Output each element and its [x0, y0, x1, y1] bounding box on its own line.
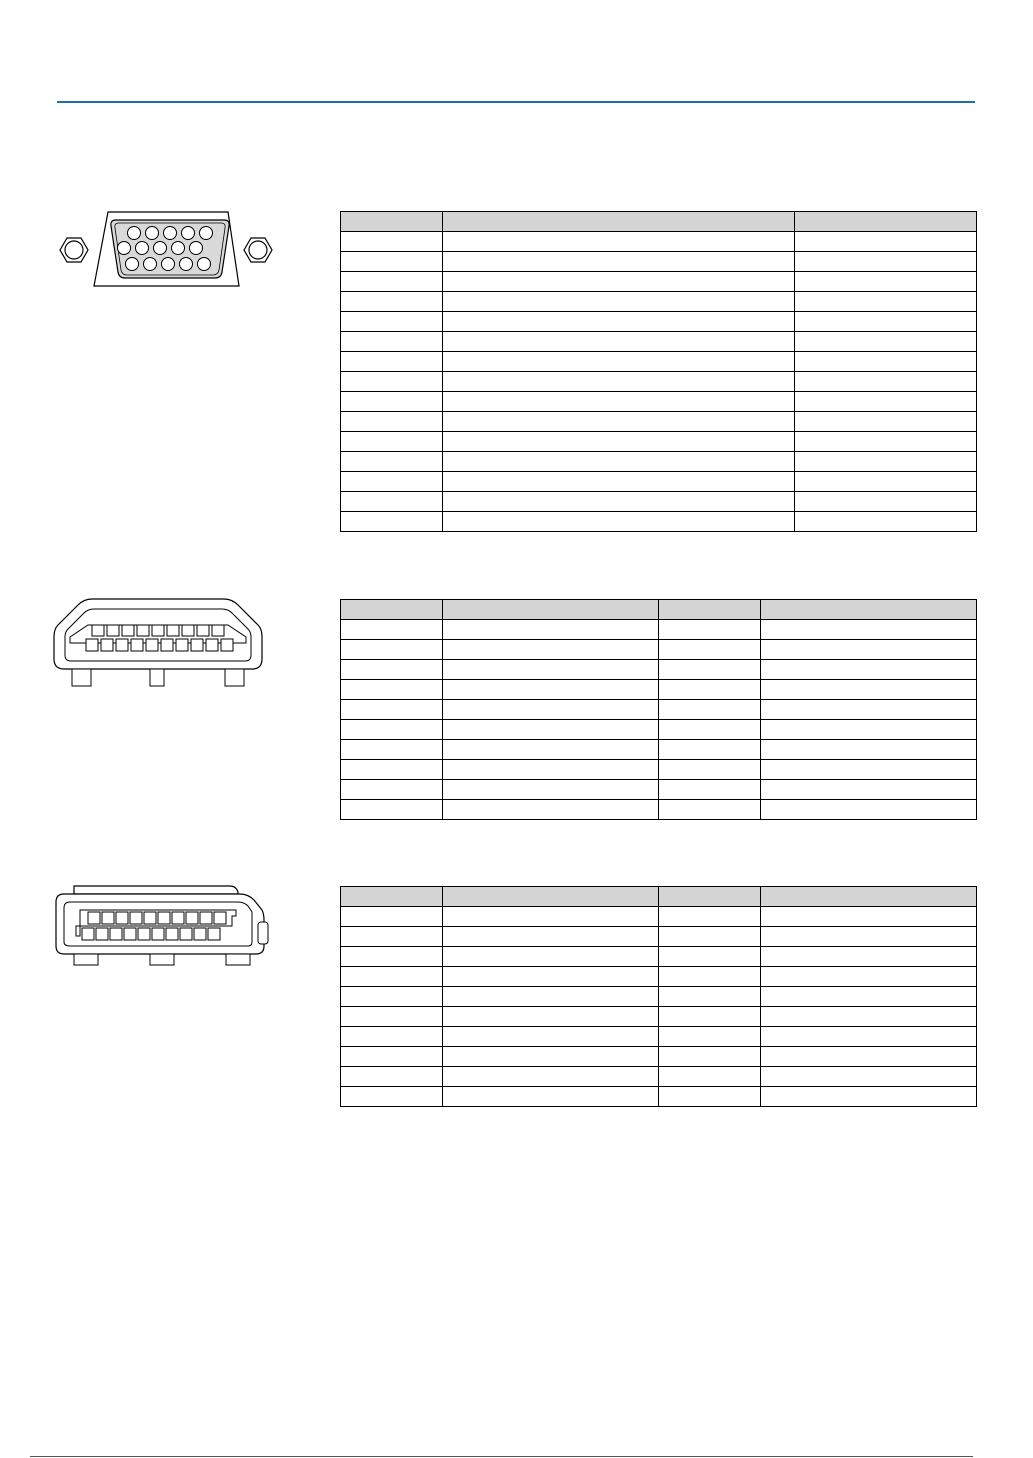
- table-row: [341, 660, 977, 680]
- table-header-row: [341, 887, 977, 907]
- table-header-cell: [659, 887, 761, 907]
- table-row: [341, 680, 977, 700]
- table-cell: [443, 927, 659, 947]
- table-row: [341, 452, 977, 472]
- table-row: [341, 987, 977, 1007]
- table-cell: [795, 452, 977, 472]
- table-row: [341, 720, 977, 740]
- table-cell: [341, 432, 443, 452]
- table-cell: [659, 740, 761, 760]
- table-cell: [443, 432, 795, 452]
- table-row: [341, 412, 977, 432]
- table-cell: [443, 412, 795, 432]
- table-cell: [443, 1007, 659, 1027]
- table-cell: [443, 987, 659, 1007]
- table-cell: [341, 372, 443, 392]
- table-cell: [341, 640, 443, 660]
- table-cell: [341, 800, 443, 820]
- table-cell: [341, 252, 443, 272]
- table-cell: [341, 392, 443, 412]
- table-cell: [761, 987, 977, 1007]
- table-cell: [341, 927, 443, 947]
- table-header-row: [341, 600, 977, 620]
- table-cell: [443, 800, 659, 820]
- table-cell: [443, 620, 659, 640]
- displayport-connector-icon: [52, 884, 270, 968]
- table-cell: [443, 452, 795, 472]
- table-cell: [443, 760, 659, 780]
- table-cell: [443, 312, 795, 332]
- table-cell: [341, 907, 443, 927]
- table-cell: [443, 740, 659, 760]
- table-row: [341, 740, 977, 760]
- table-row: [341, 760, 977, 780]
- vga-pin-assignment-table: [340, 211, 977, 532]
- table-cell: [341, 492, 443, 512]
- table-cell: [761, 680, 977, 700]
- table-cell: [341, 1087, 443, 1107]
- hdmi-pin-assignment-table: [340, 599, 977, 820]
- table-row: [341, 907, 977, 927]
- table-row: [341, 1027, 977, 1047]
- table-cell: [443, 332, 795, 352]
- table-row: [341, 700, 977, 720]
- table-row: [341, 252, 977, 272]
- table-row: [341, 372, 977, 392]
- table-header-cell: [443, 212, 795, 232]
- table-cell: [795, 512, 977, 532]
- table-cell: [341, 1007, 443, 1027]
- table-row: [341, 432, 977, 452]
- table-row: [341, 312, 977, 332]
- table-cell: [341, 700, 443, 720]
- table-header-cell: [443, 887, 659, 907]
- table-cell: [761, 620, 977, 640]
- table-cell: [761, 1067, 977, 1087]
- table-cell: [795, 472, 977, 492]
- table-cell: [341, 232, 443, 252]
- table-cell: [341, 740, 443, 760]
- table-header-cell: [443, 600, 659, 620]
- hdmi-connector-icon: [52, 597, 264, 689]
- table-cell: [341, 987, 443, 1007]
- table-cell: [761, 1047, 977, 1067]
- table-cell: [761, 720, 977, 740]
- table-cell: [659, 967, 761, 987]
- table-cell: [341, 452, 443, 472]
- table-cell: [341, 967, 443, 987]
- table-row: [341, 967, 977, 987]
- table-cell: [795, 252, 977, 272]
- table-cell: [659, 907, 761, 927]
- table-cell: [341, 272, 443, 292]
- table-cell: [659, 780, 761, 800]
- table-cell: [341, 680, 443, 700]
- table-cell: [341, 1027, 443, 1047]
- table-cell: [443, 680, 659, 700]
- table-cell: [795, 412, 977, 432]
- table-cell: [795, 332, 977, 352]
- table-cell: [795, 272, 977, 292]
- table-cell: [341, 760, 443, 780]
- table-cell: [443, 780, 659, 800]
- table-cell: [443, 492, 795, 512]
- table-row: [341, 232, 977, 252]
- table-header-cell: [659, 600, 761, 620]
- table-row: [341, 780, 977, 800]
- table-cell: [659, 760, 761, 780]
- table-cell: [341, 412, 443, 432]
- table-cell: [761, 700, 977, 720]
- table-cell: [659, 1087, 761, 1107]
- table-cell: [443, 1047, 659, 1067]
- table-cell: [659, 660, 761, 680]
- table-cell: [443, 232, 795, 252]
- table-cell: [443, 1087, 659, 1107]
- table-cell: [659, 700, 761, 720]
- table-cell: [443, 272, 795, 292]
- table-cell: [443, 1067, 659, 1087]
- top-divider-rule: [57, 101, 975, 103]
- table-cell: [443, 907, 659, 927]
- table-row: [341, 512, 977, 532]
- table-cell: [443, 252, 795, 272]
- table-header-cell: [761, 600, 977, 620]
- table-cell: [341, 332, 443, 352]
- table-cell: [443, 1027, 659, 1047]
- table-cell: [795, 372, 977, 392]
- table-cell: [761, 967, 977, 987]
- table-cell: [659, 947, 761, 967]
- table-row: [341, 272, 977, 292]
- table-cell: [659, 1067, 761, 1087]
- table-cell: [341, 512, 443, 532]
- table-cell: [443, 292, 795, 312]
- table-cell: [443, 472, 795, 492]
- table-cell: [761, 947, 977, 967]
- table-cell: [659, 680, 761, 700]
- table-cell: [795, 292, 977, 312]
- table-cell: [659, 1007, 761, 1027]
- table-cell: [761, 780, 977, 800]
- table-cell: [341, 472, 443, 492]
- table-cell: [341, 780, 443, 800]
- table-row: [341, 620, 977, 640]
- table-row: [341, 492, 977, 512]
- table-cell: [761, 1027, 977, 1047]
- table-cell: [443, 392, 795, 412]
- table-cell: [659, 987, 761, 1007]
- table-cell: [443, 720, 659, 740]
- table-header-row: [341, 212, 977, 232]
- table-cell: [341, 352, 443, 372]
- table-row: [341, 472, 977, 492]
- table-cell: [795, 232, 977, 252]
- table-row: [341, 1007, 977, 1027]
- table-cell: [761, 660, 977, 680]
- table-header-cell: [341, 887, 443, 907]
- table-row: [341, 332, 977, 352]
- table-row: [341, 640, 977, 660]
- table-header-cell: [341, 600, 443, 620]
- table-cell: [341, 620, 443, 640]
- table-cell: [659, 1047, 761, 1067]
- table-row: [341, 392, 977, 412]
- table-cell: [443, 512, 795, 532]
- table-cell: [443, 947, 659, 967]
- table-row: [341, 1067, 977, 1087]
- table-header-cell: [795, 212, 977, 232]
- table-cell: [795, 392, 977, 412]
- bottom-divider-rule: [30, 1456, 973, 1457]
- table-cell: [761, 640, 977, 660]
- table-cell: [341, 1067, 443, 1087]
- table-row: [341, 800, 977, 820]
- table-cell: [795, 492, 977, 512]
- table-cell: [443, 700, 659, 720]
- table-cell: [341, 1047, 443, 1067]
- table-cell: [761, 907, 977, 927]
- table-cell: [761, 1087, 977, 1107]
- table-cell: [443, 967, 659, 987]
- table-row: [341, 352, 977, 372]
- table-cell: [341, 720, 443, 740]
- table-row: [341, 1047, 977, 1067]
- table-cell: [761, 927, 977, 947]
- table-cell: [761, 1007, 977, 1027]
- table-cell: [443, 660, 659, 680]
- table-cell: [795, 432, 977, 452]
- table-row: [341, 927, 977, 947]
- table-row: [341, 1087, 977, 1107]
- table-cell: [659, 927, 761, 947]
- table-cell: [795, 352, 977, 372]
- table-cell: [659, 620, 761, 640]
- table-cell: [341, 947, 443, 967]
- table-header-cell: [761, 887, 977, 907]
- table-cell: [659, 1027, 761, 1047]
- table-cell: [443, 640, 659, 660]
- table-row: [341, 947, 977, 967]
- table-cell: [761, 800, 977, 820]
- table-cell: [341, 312, 443, 332]
- table-header-cell: [341, 212, 443, 232]
- table-cell: [341, 660, 443, 680]
- table-cell: [761, 740, 977, 760]
- table-cell: [795, 312, 977, 332]
- table-row: [341, 292, 977, 312]
- table-cell: [659, 720, 761, 740]
- table-cell: [659, 640, 761, 660]
- displayport-pin-assignment-table: [340, 886, 977, 1107]
- table-cell: [443, 352, 795, 372]
- table-cell: [443, 372, 795, 392]
- table-cell: [341, 292, 443, 312]
- table-cell: [761, 760, 977, 780]
- table-cell: [659, 800, 761, 820]
- vga-d-sub-15-connector-icon: [52, 208, 282, 290]
